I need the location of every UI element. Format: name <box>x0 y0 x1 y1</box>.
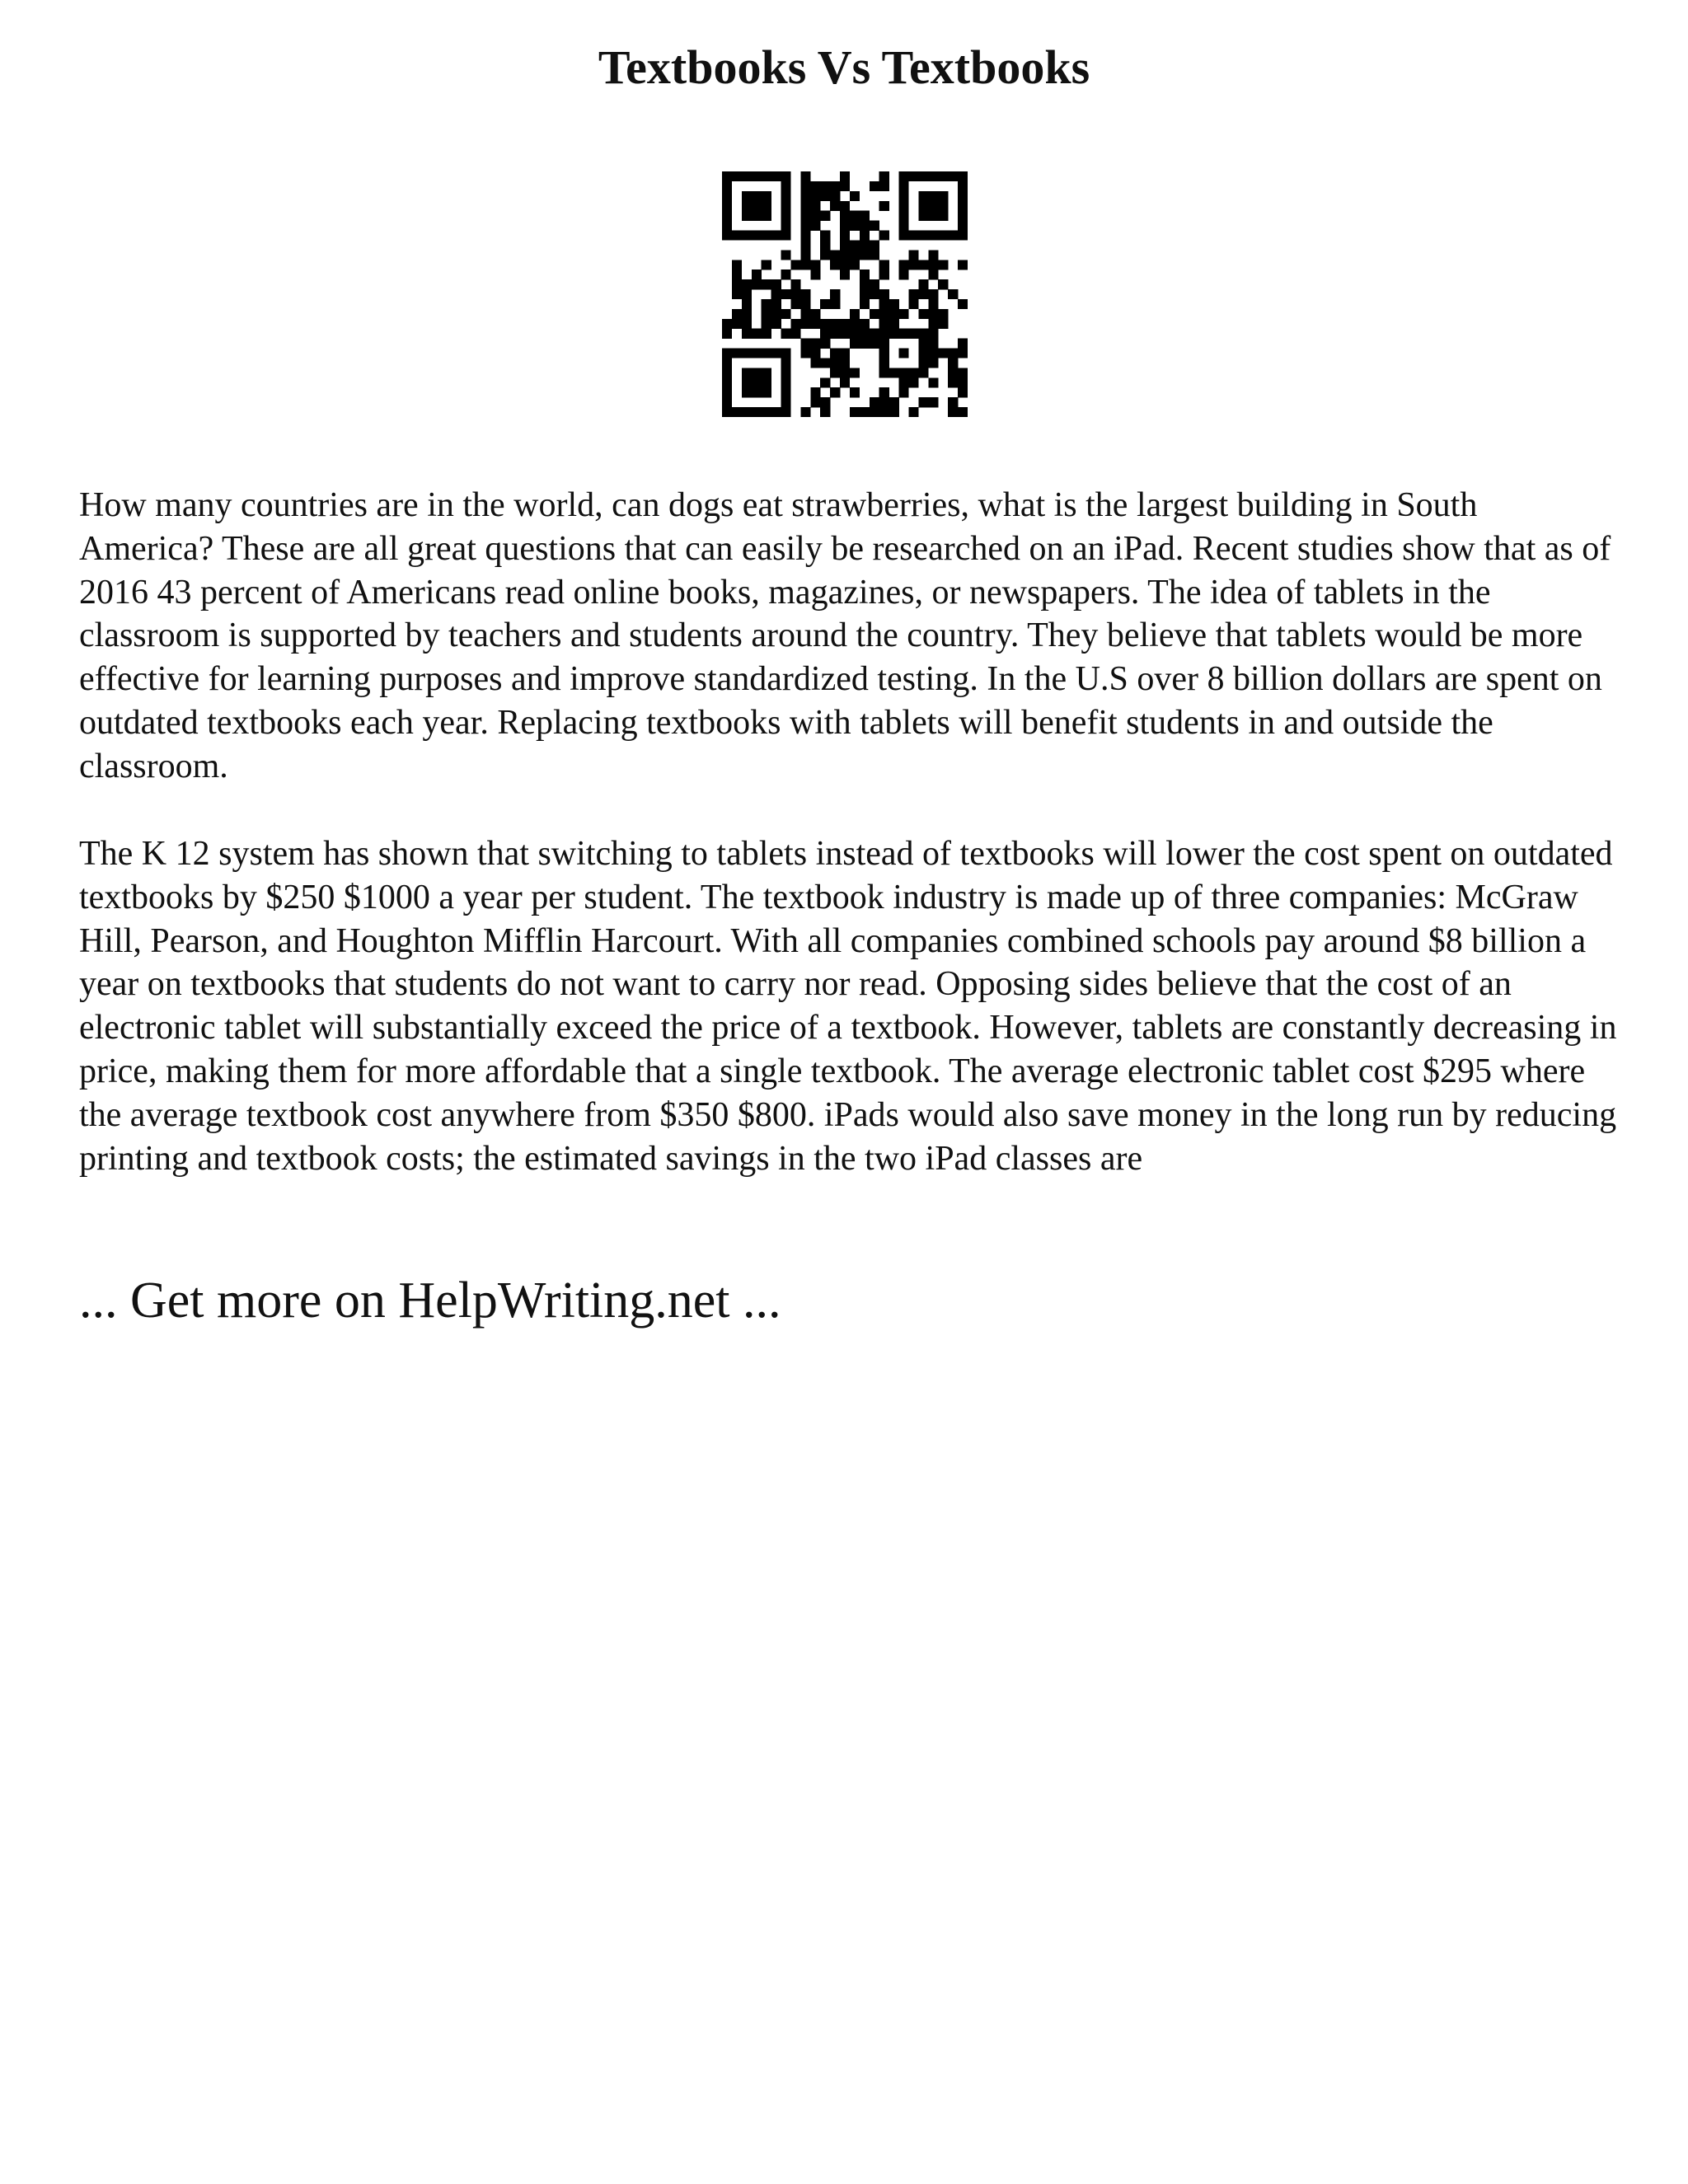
qr-code-icon <box>722 171 968 417</box>
page-title: Textbooks Vs Textbooks <box>598 40 1090 94</box>
body-paragraph: How many countries are in the world, can dogs eat strawberries, what is the largest building in South America? These are all great questions that can easily be researched on an iPad. Recent studies show that as of 2016 43 percent of Americans read online books, magazines, or newspapers. The idea of tablets in the classroom is supported by teachers and students around the country. They believe that tablets would be more effective for learning purposes and improve standardized testing. In the U.S over 8 billion dollars are spent on outdated textbooks each year. Replacing textbooks with tablets will benefit students in and outside the classroom. <box>79 486 1611 785</box>
get-more-link[interactable]: ... Get more on HelpWriting.net ... <box>79 1272 781 1329</box>
body-paragraph: The K 12 system has shown that switching to tablets instead of textbooks will lower the cost spent on outdated textbooks by $250 $1000 a year per student. The textbook industry is made up of three companies: McGraw Hill, Pearson, and Houghton Mifflin Harcourt. With all companies combined schools pay around $8 billion a year on textbooks that students do not want to carry nor read. Opposing sides believe that the cost of an electronic tablet will substantially exceed the price of a textbook. However, tablets are constantly decreasing in price, making them for more affordable that a single textbook. The average electronic tablet cost $295 where the average textbook cost anywhere from $350 $800. iPads would also save money in the long run by reducing printing and textbook costs; the estimated savings in the two iPad classes are <box>79 835 1617 1178</box>
